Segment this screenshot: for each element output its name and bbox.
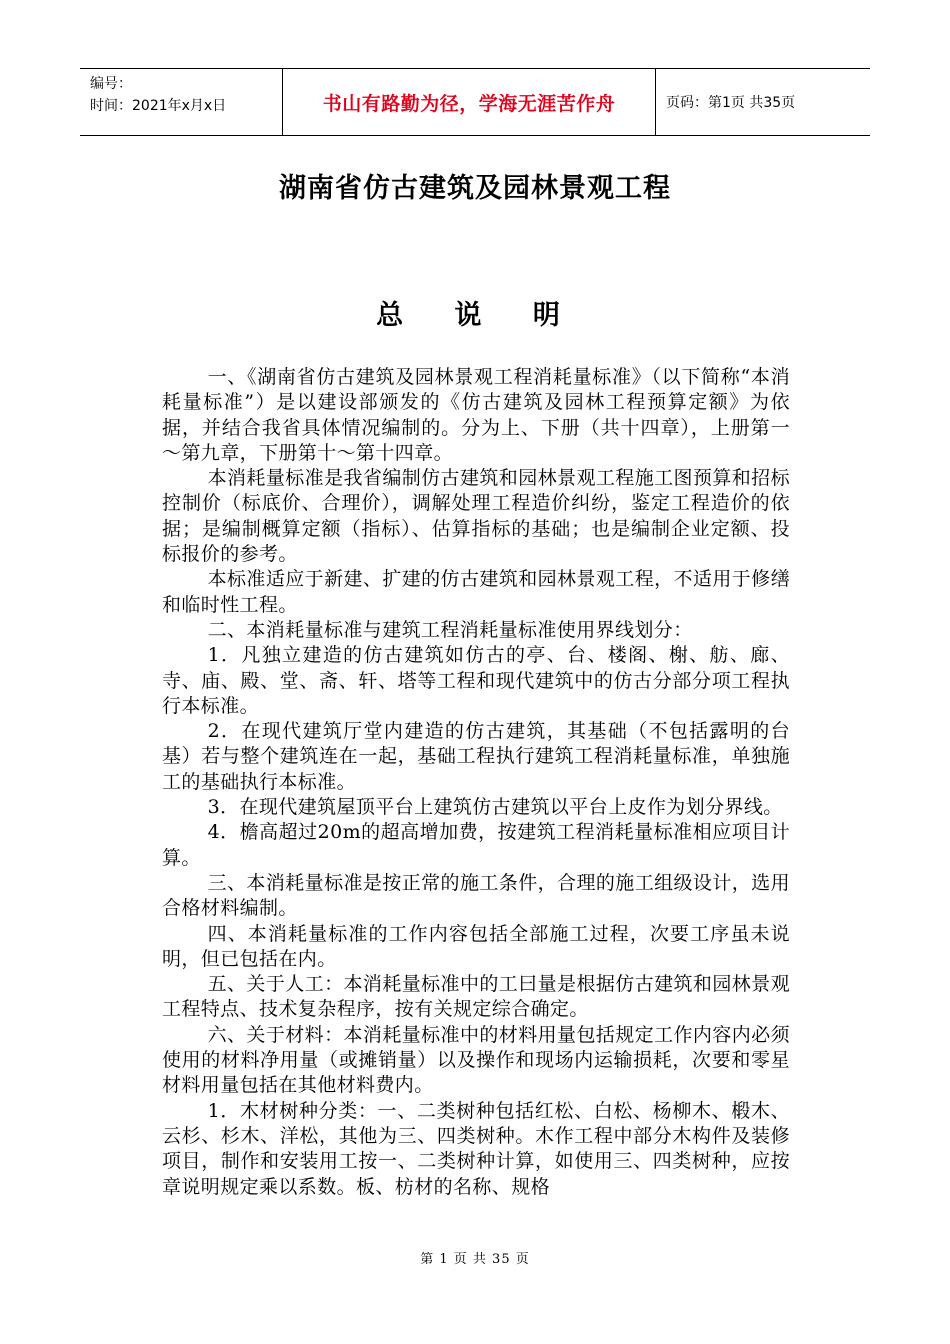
- paragraph: 二、本消耗量标准与建筑工程消耗量标准使用界线划分：: [207, 618, 693, 641]
- paragraph: 1．凡独立建造的仿古建筑如仿古的亭、台、楼阁、榭、舫、廊、寺、庙、殿、堂、斋、轩、塔等工程和现代建筑中的仿古分部分项工程执行本标准。: [162, 644, 790, 717]
- number-label: 编号：: [90, 76, 132, 92]
- paragraph: 4．檐高超过20m的超高增加费，按建筑工程消耗量标准相应项目计算。: [162, 821, 790, 869]
- paragraph: 本消耗量标准是我省编制仿古建筑和园林景观工程施工图预算和招标控制价（标底价、合理价），调解处理工程造价纠纷，鉴定工程造价的依据；是编制概算定额（指标）、估算指标的基础；也是编制企业定额、投标报价的参考。: [162, 467, 790, 566]
- page-footer: 第 1 页 共 35 页: [420, 1252, 530, 1267]
- paragraph: 本标准适应于新建、扩建的仿古建筑和园林景观工程，不适用于修缮和临时性工程。: [162, 568, 790, 616]
- paragraph: 六、关于材料：本消耗量标准中的材料用量包括规定工作内容内必须使用的材料净用量（或摊销量）以及操作和现场内运输损耗，次要和零星材料用量包括在其他材料费内。: [162, 1023, 790, 1097]
- header-meta-cell: [80, 69, 282, 135]
- paragraph: 1．木材树种分类：一、二类树种包括红松、白松、杨柳木、椴木、云杉、杉木、洋松，其他为三、四类树种。木作工程中部分木构件及装修项目，制作和安装用工按一、二类树种计算，如使用三、四类树种，应按章说明规定乘以系数。板、枋材的名称、规格: [162, 1099, 790, 1198]
- document-title: 湖南省仿古建筑及园林景观工程: [279, 173, 671, 204]
- document-body: [162, 365, 790, 1200]
- motto-text: 书山有路勤为径，学海无涯苦作舟: [322, 92, 616, 115]
- time-label: 时间：2021年x月x日: [90, 98, 227, 114]
- paragraph: 三、本消耗量标准是按正常的施工条件，合理的施工组级设计，选用合格材料编制。: [162, 871, 790, 920]
- paragraph: 2．在现代建筑厅堂内建造的仿古建筑，其基础（不包括露明的台基）若与整个建筑连在一起，基础工程执行建筑工程消耗量标准，单独施工的基础执行本标准。: [162, 720, 790, 793]
- paragraph: 一、《湖南省仿古建筑及园林景观工程消耗量标准》（以下简称“本消耗量标准”）是以建设部颁发的《仿古建筑及园林工程预算定额》为依据，并结合我省具体情况编制的。分为上、下册（共十四章），上册第一～第九章，下册第十～第十四章。: [162, 366, 790, 464]
- paragraph: 四、本消耗量标准的工作内容包括全部施工过程，次要工序虽未说明，但已包括在内。: [162, 922, 790, 970]
- header-motto-cell: [282, 69, 656, 135]
- paragraph: 五、关于人工：本消耗量标准中的工曰量是根据仿古建筑和园林景观工程特点、技术复杂程序，按有关规定综合确定。: [162, 973, 790, 1021]
- paragraph: 3．在现代建筑屋顶平台上建筑仿古建筑以平台上皮作为划分界线。: [207, 796, 783, 819]
- page-info: 页码：第1页 共35页: [666, 95, 796, 111]
- header-box: [80, 68, 870, 136]
- section-title: 总 说 明: [376, 300, 574, 331]
- header-page-cell: [656, 69, 870, 135]
